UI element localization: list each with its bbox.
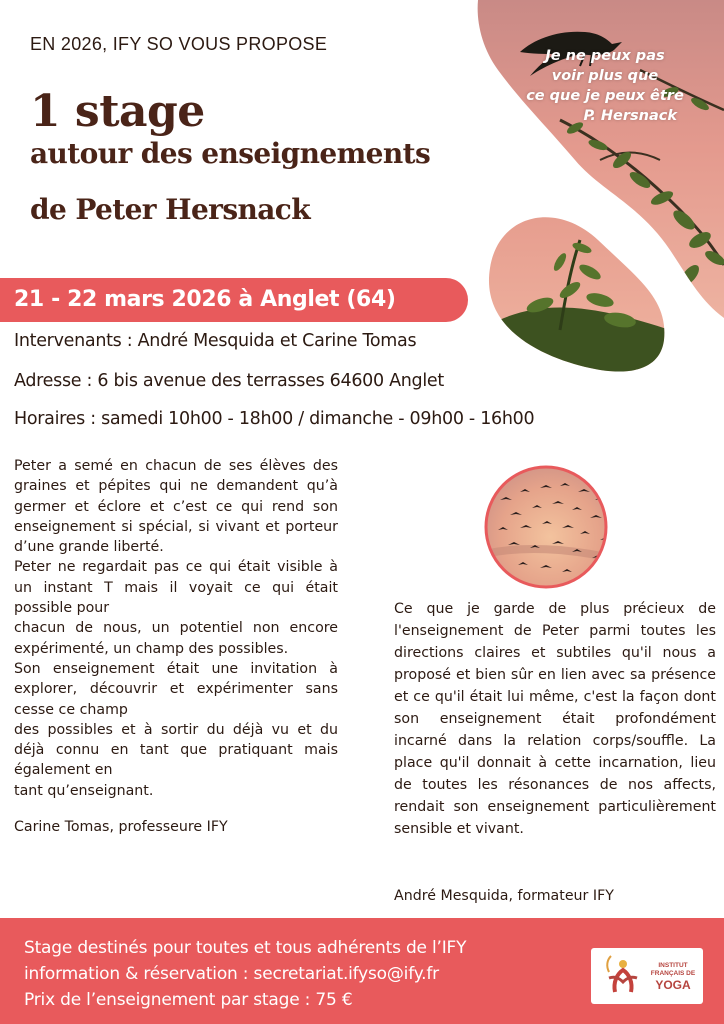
left-paragraph-1: Peter a semé en chacun de ses élèves des graines et pépites qui ne demandent qu’à germer et éclore et c’est ce qui rend son enseignement si spécial, si vivant et porteur d’une grande liberté.	[14, 458, 338, 556]
left-paragraph-2a: Peter ne regardait pas ce qui était visible à un instant T mais il voyait ce qui était possible pour	[14, 559, 338, 617]
flock-of-birds-photo	[480, 460, 620, 600]
quote	[505, 46, 705, 126]
address: Adresse : 6 bis avenue des terrasses 64600 Anglet	[14, 371, 444, 391]
left-paragraph-2b: chacun de nous, un potentiel non encore expérimenté, un champ des possibles.	[14, 620, 338, 657]
title-line-1: 1 stage	[30, 86, 205, 137]
footer-price: Prix de l’enseignement par stage : 75 €	[24, 990, 353, 1010]
right-signature: André Mesquida, formateur IFY	[394, 888, 614, 904]
quote-line-3: ce que je peux être	[526, 88, 684, 104]
logo-line-3: YOGA	[655, 978, 691, 992]
left-paragraph-3b: des possibles et à sortir du déjà vu et du déjà connu en tant que pratiquant mais également en	[14, 721, 338, 779]
kicker: EN 2026, IFY SO VOUS PROPOSE	[30, 34, 328, 54]
footer-contact[interactable]: information & réservation : secretariat.ifyso@ify.fr	[24, 964, 439, 984]
left-paragraph-3c: tant qu’enseignant.	[14, 782, 154, 799]
quote-line-2: voir plus que	[551, 68, 659, 84]
logo-text	[647, 962, 699, 992]
right-column-text: Ce que je garde de plus précieux de l'enseignement de Peter parmi toutes les directions claires et subtiles qu'il nous a proposé et bien sûr en lien avec sa présence et ce qu'il était lui même, c'est la façon dont son enseignement était profondément incarné dans la relation corps/souffle. La place qu'il donnait à cette incarnation, lieu de toutes les résonances de nos affects, rendait son enseignement particulièrement sensible et vivant.	[394, 601, 716, 837]
footer-line-1: Stage destinés pour toutes et tous adhérents de l’IFY	[24, 938, 467, 958]
left-column	[14, 456, 338, 837]
plant-blob-photo	[480, 195, 670, 380]
yoga-figure-logo-icon	[593, 948, 649, 1004]
title-line-2: autour des enseignements	[30, 137, 431, 170]
hours: Horaires : samedi 10h00 - 18h00 / dimanche - 09h00 - 16h00	[14, 409, 535, 429]
speakers: Intervenants : André Mesquida et Carine Tomas	[14, 331, 417, 351]
logo-line-1: INSTITUT	[658, 962, 688, 969]
ify-logo	[591, 948, 703, 1004]
title-line-3: de Peter Hersnack	[30, 193, 311, 226]
date-place: 21 - 22 mars 2026 à Anglet (64)	[14, 287, 396, 312]
left-signature: Carine Tomas, professeure IFY	[14, 819, 228, 836]
date-banner	[0, 278, 468, 322]
quote-line-1: Je ne peux pas	[545, 48, 665, 64]
left-paragraph-3a: Son enseignement était une invitation à explorer, découvrir et expérimenter sans cesse ce champ	[14, 660, 338, 718]
quote-author: P. Hersnack	[583, 108, 677, 124]
logo-line-2: FRANÇAIS DE	[650, 970, 696, 977]
